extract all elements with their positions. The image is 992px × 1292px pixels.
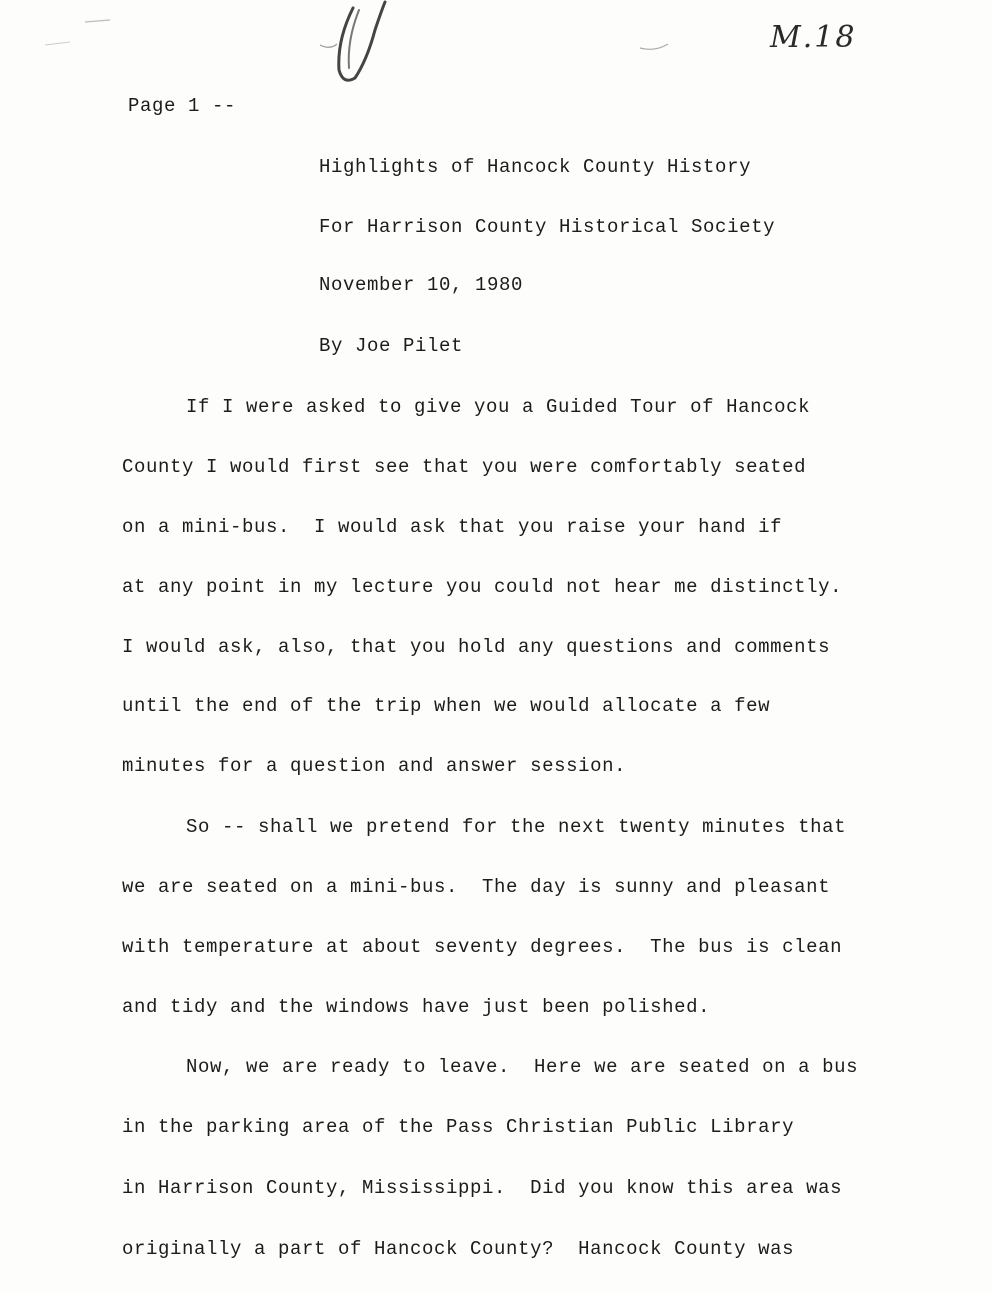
body-line: on a mini-bus. I would ask that you raise your hand if [122,516,783,538]
document-title: Highlights of Hancock County History [319,156,752,178]
body-line: with temperature at about seventy degrees. The bus is clean [122,936,843,958]
handwritten-annotation: M.18 [770,20,857,55]
pen-stroke-mark [315,0,405,90]
body-line: in the parking area of the Pass Christian Public Library [122,1116,795,1138]
body-line: So -- shall we pretend for the next twenty minutes that [186,816,847,838]
body-line: originally a part of Hancock County? Hancock County was [122,1238,795,1260]
body-line: Now, we are ready to leave. Here we are seated on a bus [186,1056,859,1078]
body-line: If I were asked to give you a Guided Tour of Hancock [186,396,811,418]
document-audience: For Harrison County Historical Society [319,216,776,238]
body-line: I would ask, also, that you hold any questions and comments [122,636,831,658]
document-author: By Joe Pilet [319,335,464,357]
body-line: minutes for a question and answer session. [122,755,627,777]
body-line: until the end of the trip when we would allocate a few [122,695,771,717]
body-line: and tidy and the windows have just been polished. [122,996,711,1018]
body-line: we are seated on a mini-bus. The day is sunny and pleasant [122,876,831,898]
document-date: November 10, 1980 [319,274,524,296]
body-line: County I would first see that you were comfortably seated [122,456,807,478]
body-line: at any point in my lecture you could not hear me distinctly. [122,576,843,598]
page-number: Page 1 -- [128,95,237,117]
body-line: in Harrison County, Mississippi. Did you know this area was [122,1177,843,1199]
